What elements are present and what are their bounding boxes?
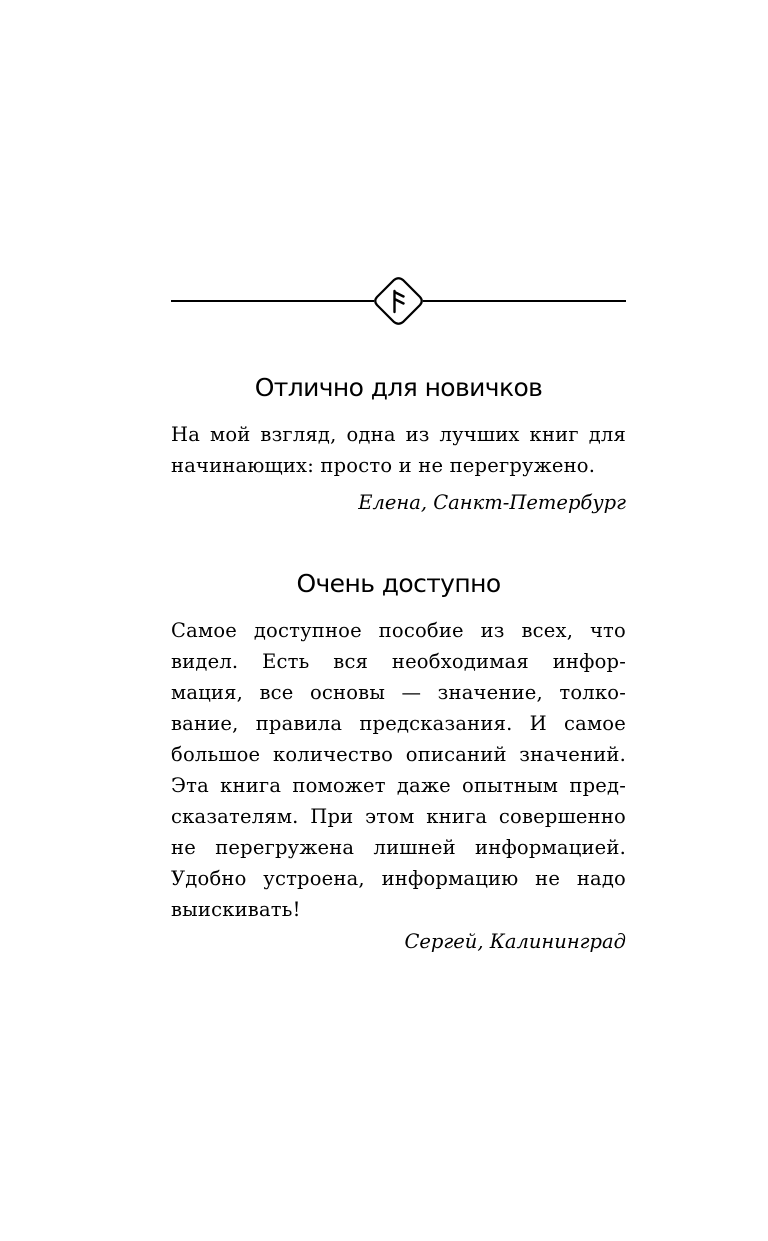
text-line: мация, все основы — значение, толко- [171,681,626,704]
text-line: не перегружена лишней информацией. [171,836,626,859]
review-title: Очень доступно [296,569,501,598]
review-author: Сергей, Калининград [404,930,626,953]
text-line: Самое доступное пособие из всех, что [171,619,626,642]
text-line: вание, правила предсказания. И самое [171,712,626,735]
review-title: Отлично для новичков [254,373,543,402]
text-line: Удобно устроена, информацию не надо [171,867,626,890]
text-line: большое количество описаний значений. [171,743,626,766]
text-line: Эта книга поможет даже опытным пред- [171,774,626,797]
section-divider [171,277,626,327]
review-text [171,615,626,925]
text-line: На мой взгляд, одна из лучших книг для [171,423,626,446]
text-line: начинающих: просто и не перегружено. [171,454,596,477]
text-line: выискивать! [171,898,301,921]
review-author: Елена, Санкт-Петербург [358,491,626,514]
text-line: сказателям. При этом книга совершенно [171,805,626,828]
text-line: видел. Есть вся необходимая инфор- [171,650,626,673]
review-text [171,419,626,481]
fehu-rune-diamond-icon [171,277,626,327]
